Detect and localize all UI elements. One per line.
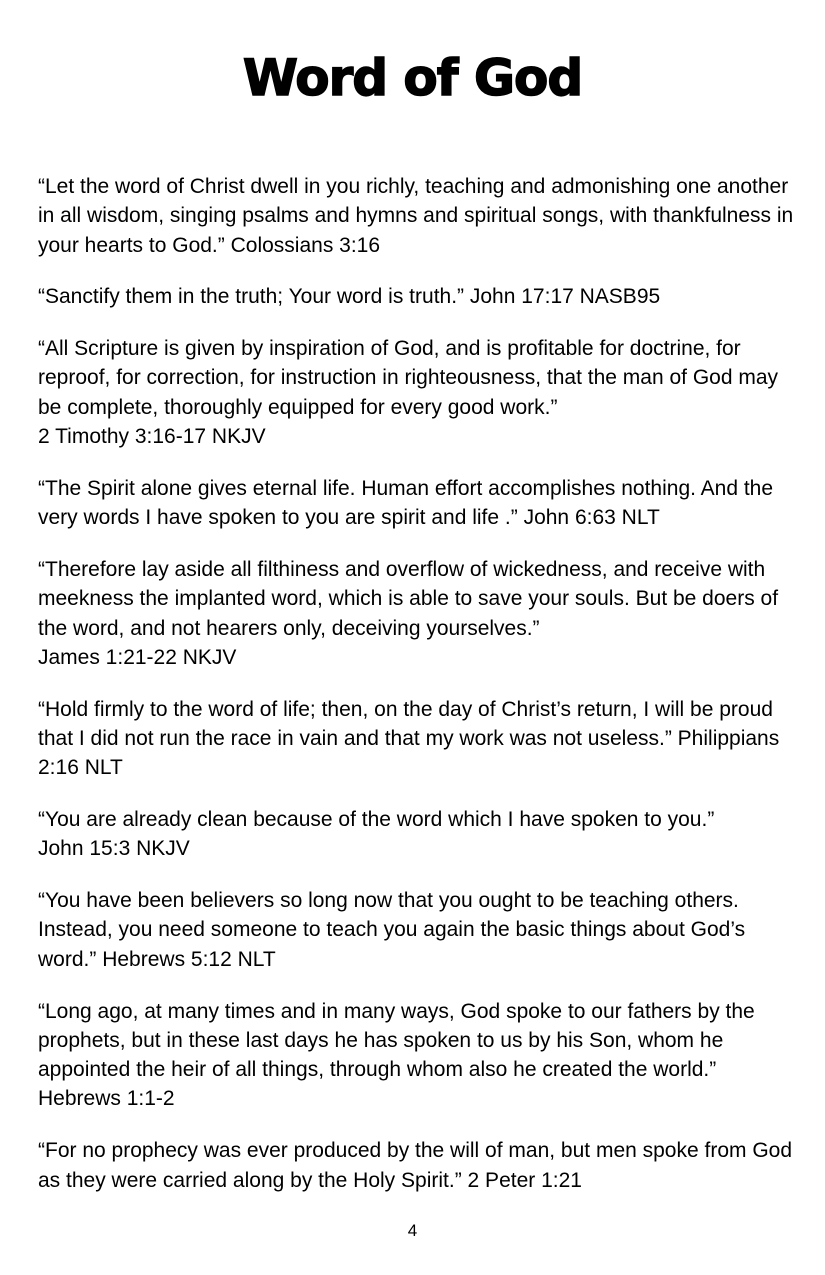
verse-colossians-3-16 — [38, 172, 798, 260]
verse-text: “You have been believers so long now that you ought to be teaching others. Instead, you need someone to teach you again the basic things about God’s word.” — [38, 889, 746, 971]
verse-text: “Long ago, at many times and in many ways, God spoke to our fathers by the prophets, but in these last days he has spoken to us by his Son, whom he appointed the heir of all things, through whom also he created the world.” — [38, 999, 755, 1082]
verse-list — [38, 172, 798, 1217]
verse-2-peter-1-21 — [38, 1136, 798, 1195]
page-title: Word of God — [242, 49, 583, 107]
verse-reference: Hebrews 5:12 NLT — [102, 947, 276, 971]
verse-john-15-3 — [38, 805, 798, 864]
verse-text: “Therefore lay aside all filthiness and overflow of wickedness, and receive with meekness the implanted word, which is able to save your souls. But be doers of the word, and not hearers only, deceiving yourselves.” — [38, 557, 779, 640]
verse-hebrews-1-1 — [38, 997, 798, 1114]
verse-james-1-21 — [38, 555, 798, 672]
verse-hebrews-5-12 — [38, 886, 798, 974]
verse-text: “Sanctify them in the truth; Your word is truth.” — [38, 285, 465, 309]
verse-text: “All Scripture is given by inspiration of God, and is profitable for doctrine, for reproof, for correction, for instruction in righteousness, that the man of God may be complete, thoroughly equipped for every good work.” — [38, 337, 779, 419]
verse-reference: Philippians 2:16 NLT — [38, 726, 780, 780]
verse-reference: James 1:21-22 NKJV — [38, 645, 237, 669]
verse-reference: John 17:17 NASB95 — [469, 285, 661, 309]
verse-reference: 2 Peter 1:21 — [467, 1168, 582, 1192]
verse-reference: John 6:63 NLT — [523, 506, 660, 530]
verse-text: “Hold firmly to the word of life; then, on the day of Christ’s return, I will be proud that I did not run the race in vain and that my work was not useless.” — [38, 697, 773, 750]
verse-john-6-63 — [38, 474, 798, 533]
verse-text: “For no prophecy was ever produced by the will of man, but men spoke from God as they were carried along by the Holy Spirit.” — [38, 1139, 793, 1192]
verse-philippians-2-16 — [38, 695, 798, 783]
verse-john-17-17 — [38, 282, 798, 311]
verse-reference: Hebrews 1:1-2 — [38, 1087, 175, 1111]
verse-text: “Let the word of Christ dwell in you richly, teaching and admonishing one another in all wisdom, singing psalms and hymns and spiritual songs, with thankfulness in your hearts to God.” — [38, 175, 794, 257]
verse-text: “The Spirit alone gives eternal life. Human effort accomplishes nothing. And the very words I have spoken to you are spirit and life .” — [38, 476, 774, 530]
verse-text: “You are already clean because of the word which I have spoken to you.” — [38, 808, 715, 832]
verse-reference: 2 Timothy 3:16-17 NKJV — [38, 425, 266, 449]
verse-reference: Colossians 3:16 — [230, 233, 381, 257]
page-number: 4 — [407, 1221, 418, 1240]
verse-2-timothy-3-16 — [38, 334, 798, 451]
verse-reference: John 15:3 NKJV — [38, 837, 190, 861]
